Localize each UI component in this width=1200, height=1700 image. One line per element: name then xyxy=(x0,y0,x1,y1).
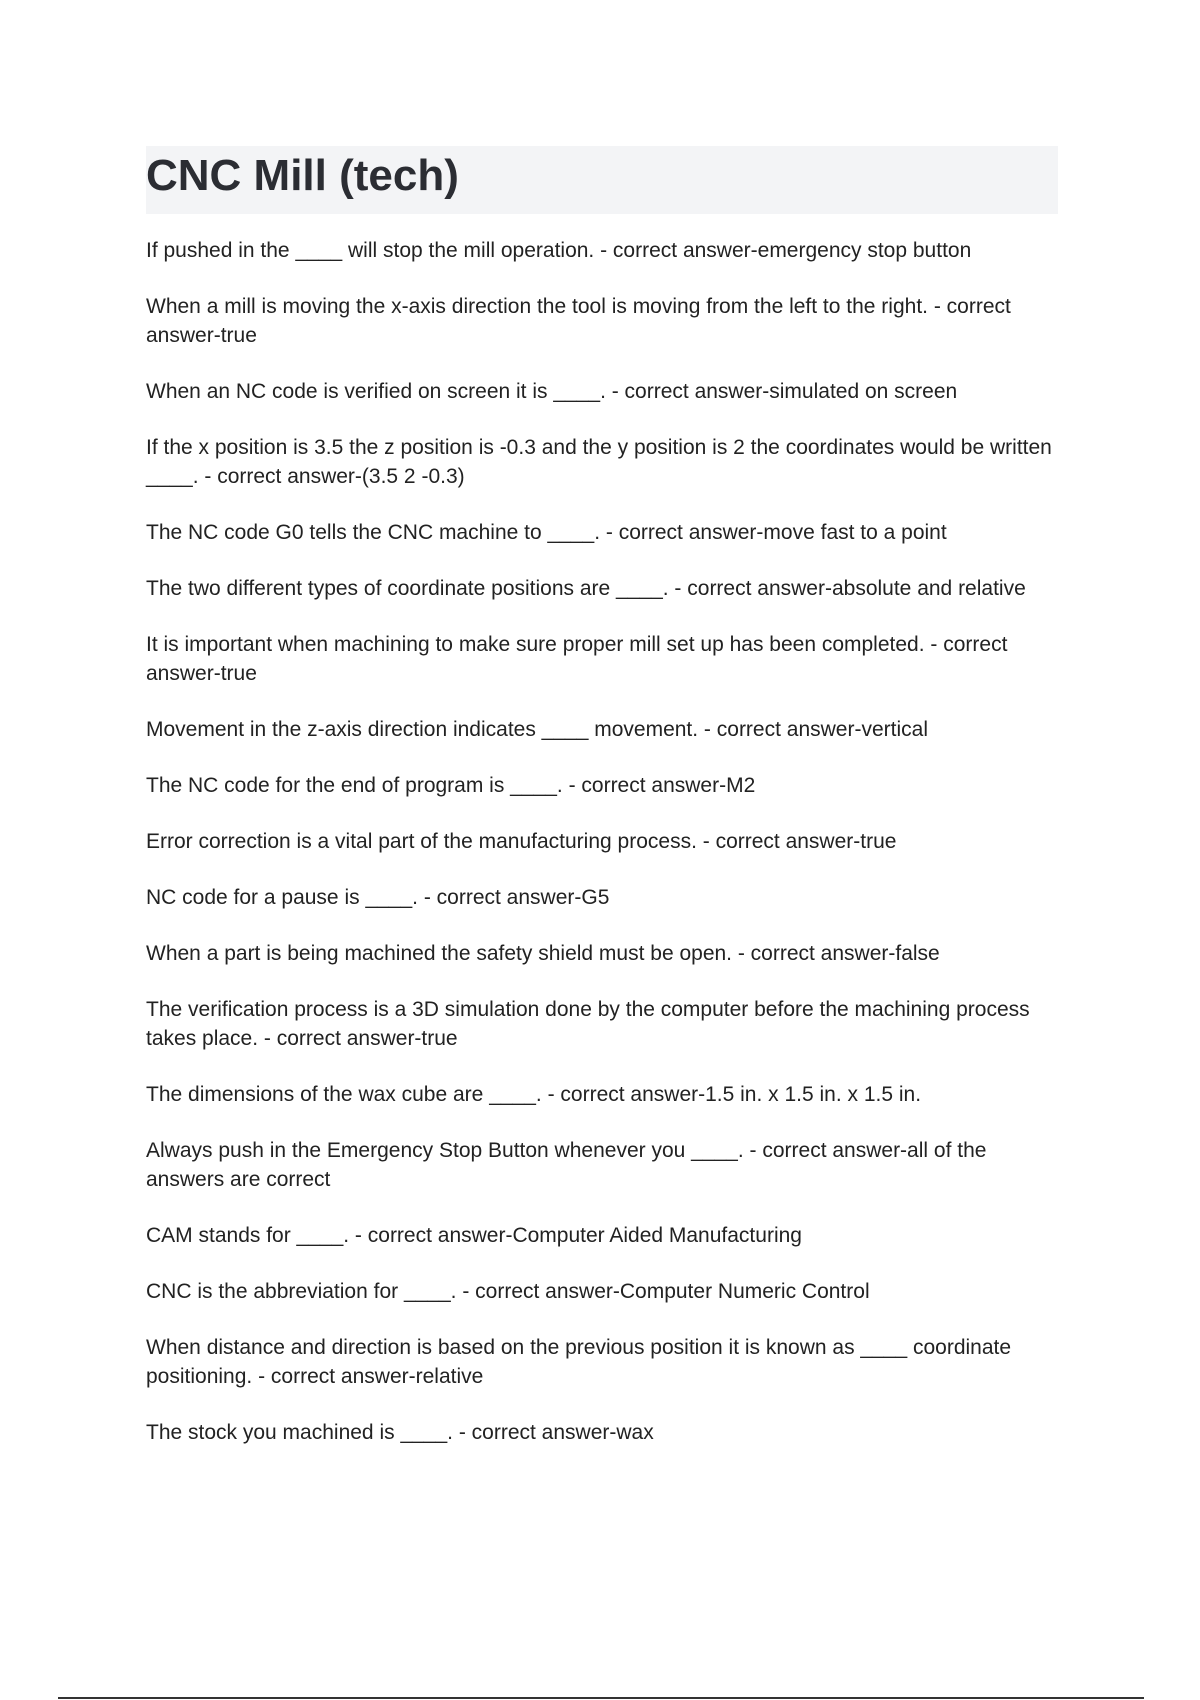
qa-item: The dimensions of the wax cube are ____. - correct answer-1.5 in. x 1.5 in. x 1.5 in. xyxy=(146,1083,922,1106)
qa-item: When a part is being machined the safety shield must be open. - correct answer-false xyxy=(146,942,940,965)
bottom-divider xyxy=(58,1697,1144,1699)
question-answer-list xyxy=(146,236,1066,1474)
qa-item: Movement in the z-axis direction indicates ____ movement. - correct answer-vertical xyxy=(146,718,928,741)
qa-item: Error correction is a vital part of the manufacturing process. - correct answer-true xyxy=(146,830,897,853)
document-title: CNC Mill (tech) xyxy=(146,151,459,200)
qa-item: If the x position is 3.5 the z position is -0.3 and the y position is 2 the coordinates would be written ____. - correct answer-(3.5 2 -0.3) xyxy=(146,436,1052,488)
title-bar xyxy=(146,146,1058,214)
qa-item: CNC is the abbreviation for ____. - correct answer-Computer Numeric Control xyxy=(146,1280,870,1303)
qa-item: The verification process is a 3D simulation done by the computer before the machining process takes place. - correct answer-true xyxy=(146,998,1030,1050)
qa-item: It is important when machining to make sure proper mill set up has been completed. - correct answer-true xyxy=(146,633,1008,685)
qa-item: CAM stands for ____. - correct answer-Computer Aided Manufacturing xyxy=(146,1224,802,1247)
qa-item: When an NC code is verified on screen it is ____. - correct answer-simulated on screen xyxy=(146,380,958,403)
qa-item: The stock you machined is ____. - correct answer-wax xyxy=(146,1421,654,1444)
qa-item: The NC code for the end of program is ____. - correct answer-M2 xyxy=(146,774,756,797)
qa-item: If pushed in the ____ will stop the mill operation. - correct answer-emergency stop button xyxy=(146,239,972,262)
qa-item: Always push in the Emergency Stop Button whenever you ____. - correct answer-all of the answers are correct xyxy=(146,1139,987,1191)
qa-item: NC code for a pause is ____. - correct answer-G5 xyxy=(146,886,610,909)
qa-item: The NC code G0 tells the CNC machine to ____. - correct answer-move fast to a point xyxy=(146,521,947,544)
qa-item: When a mill is moving the x-axis direction the tool is moving from the left to the right. - correct answer-true xyxy=(146,295,1011,347)
qa-item: When distance and direction is based on the previous position it is known as ____ coordinate positioning. - correct answer-relative xyxy=(146,1336,1012,1388)
qa-item: The two different types of coordinate positions are ____. - correct answer-absolute and relative xyxy=(146,577,1026,600)
